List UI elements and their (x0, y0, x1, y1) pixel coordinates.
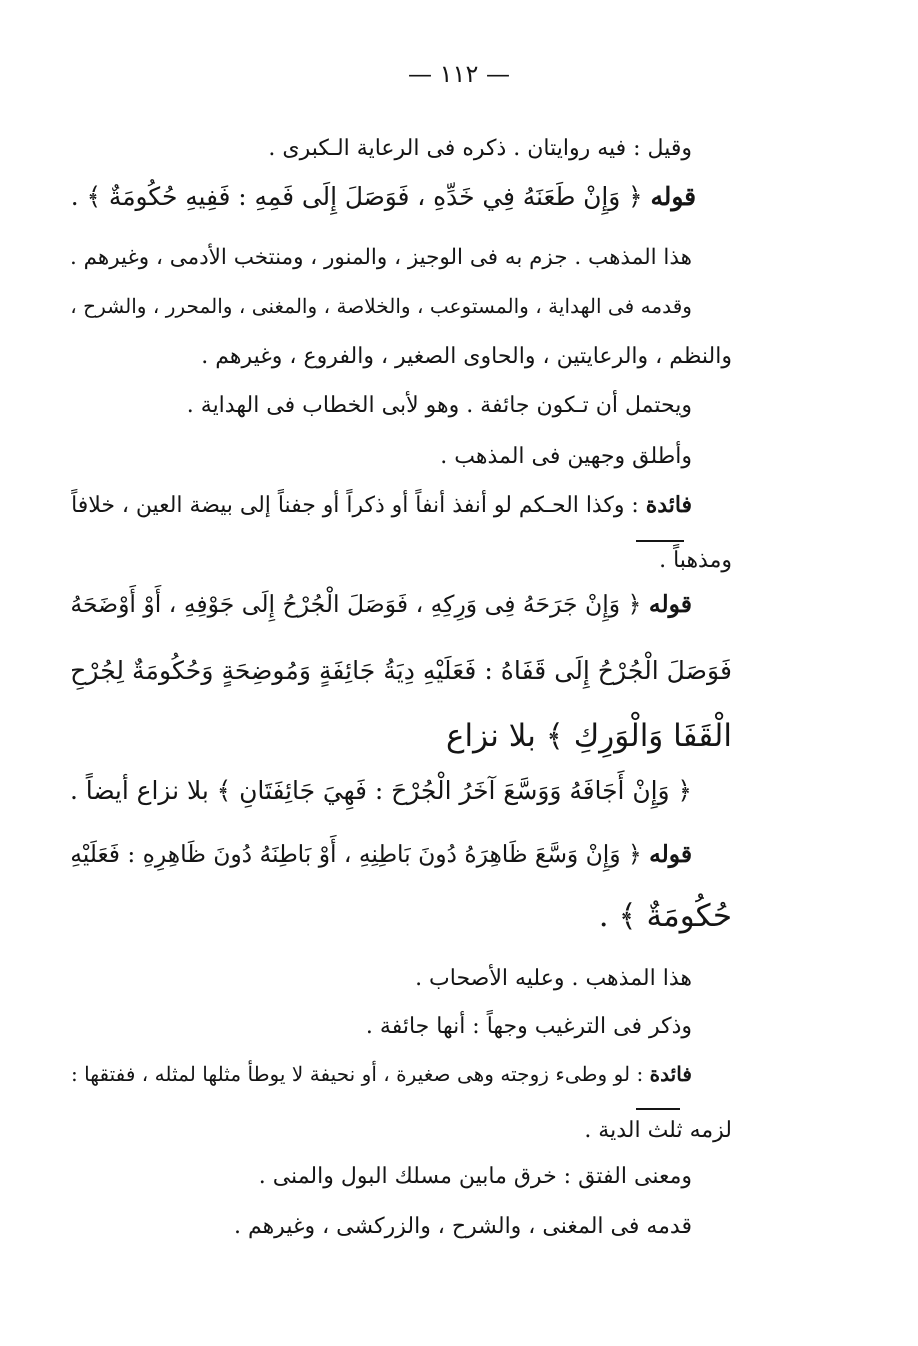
text-line-13: ﴿ وَإِنْ أَجَافَهُ وَوَسَّعَ آخَرُ الْجُرْحَ : فَهِيَ جَائِفَتَانِ ﴾ بلا نزاع أيضاً . (69, 776, 692, 805)
page-number: — ١١٢ — (408, 60, 510, 88)
text-line-1: وقيل : فيه روايتان . ذكره فى الرعاية الـكبرى . (268, 136, 692, 161)
keyword-qawluhu: قوله (648, 590, 692, 618)
text-line-12: الْقَفَا وَالْوَرِكِ ﴾ بلا نزاع (446, 718, 732, 754)
keyword-faida: فائدة (645, 492, 692, 518)
text-line-10: قوله ﴿ وَإِنْ جَرَحَهُ فِى وَرِكِهِ ، فَوَصَلَ الْجُرْحُ إِلَى جَوْفِهِ ، أَوْ أَوْضَحَهُ (70, 590, 692, 618)
keyword-qawluhu: قوله (649, 840, 692, 868)
text-line-9: ومذهباً . (659, 548, 732, 573)
margin-rule (636, 540, 684, 542)
text-line-7: وأطلق وجهين فى المذهب . (440, 444, 692, 469)
text-line-11: فَوَصَلَ الْجُرْحُ إِلَى قَفَاهُ : فَعَلَيْهِ دِيَةُ جَائِفَةٍ وَمُوضِحَةٍ وَحُكُومَةٌ لِجُرْحِ (70, 656, 732, 685)
text-line-3: هذا المذهب . جزم به فى الوجيز ، والمنور ، ومنتخب الأدمى ، وغيرهم . (69, 245, 692, 270)
text-line-2: قوله ﴿ وَإِنْ طَعَنَهُ فِي خَدِّهِ ، فَوَصَلَ إِلَى فَمِهِ : فَفِيهِ حُكُومَةٌ ﴾ . (70, 182, 696, 211)
text-line-18: فائدة : لو وطىء زوجته وهى صغيرة ، أو نحيفة لا يوطأ مثلها لمثله ، ففتقها : (70, 1062, 692, 1086)
keyword-qawluhu: قوله (650, 182, 696, 211)
text-line-4: وقدمه فى الهداية ، والمستوعب ، والخلاصة ، والمغنى ، والمحرر ، والشرح ، (70, 294, 692, 318)
text-line-15: حُكُومَةٌ ﴾ . (598, 898, 732, 934)
margin-rule (636, 1108, 680, 1110)
text-line-14: قوله ﴿ وَإِنْ وَسَّعَ ظَاهِرَهُ دُونَ بَاطِنِهِ ، أَوْ بَاطِنَهُ دُونَ ظَاهِرِهِ : فَعَلَيْهِ (70, 840, 692, 868)
text-line-17: وذكر فى الترغيب وجهاً : أنها جائفة . (365, 1014, 692, 1039)
text-line-6: ويحتمل أن تـكون جائفة . وهو لأبى الخطاب فى الهداية . (186, 393, 692, 418)
text-line-21: قدمه فى المغنى ، والشرح ، والزركشى ، وغيرهم . (233, 1214, 692, 1239)
keyword-faida: فائدة (649, 1062, 692, 1086)
text-line-16: هذا المذهب . وعليه الأصحاب . (415, 966, 692, 991)
text-line-8: فائدة : وكذا الحـكم لو أنفذ أنفاً أو ذكراً أو جفناً إلى بيضة العين ، خلافاً (71, 492, 692, 518)
text-line-19: لزمه ثلث الدية . (584, 1118, 732, 1143)
text-line-20: ومعنى الفتق : خرق مابين مسلك البول والمنى . (258, 1164, 692, 1189)
text-line-5: والنظم ، والرعايتين ، والحاوى الصغير ، والفروع ، وغيرهم . (201, 344, 732, 369)
